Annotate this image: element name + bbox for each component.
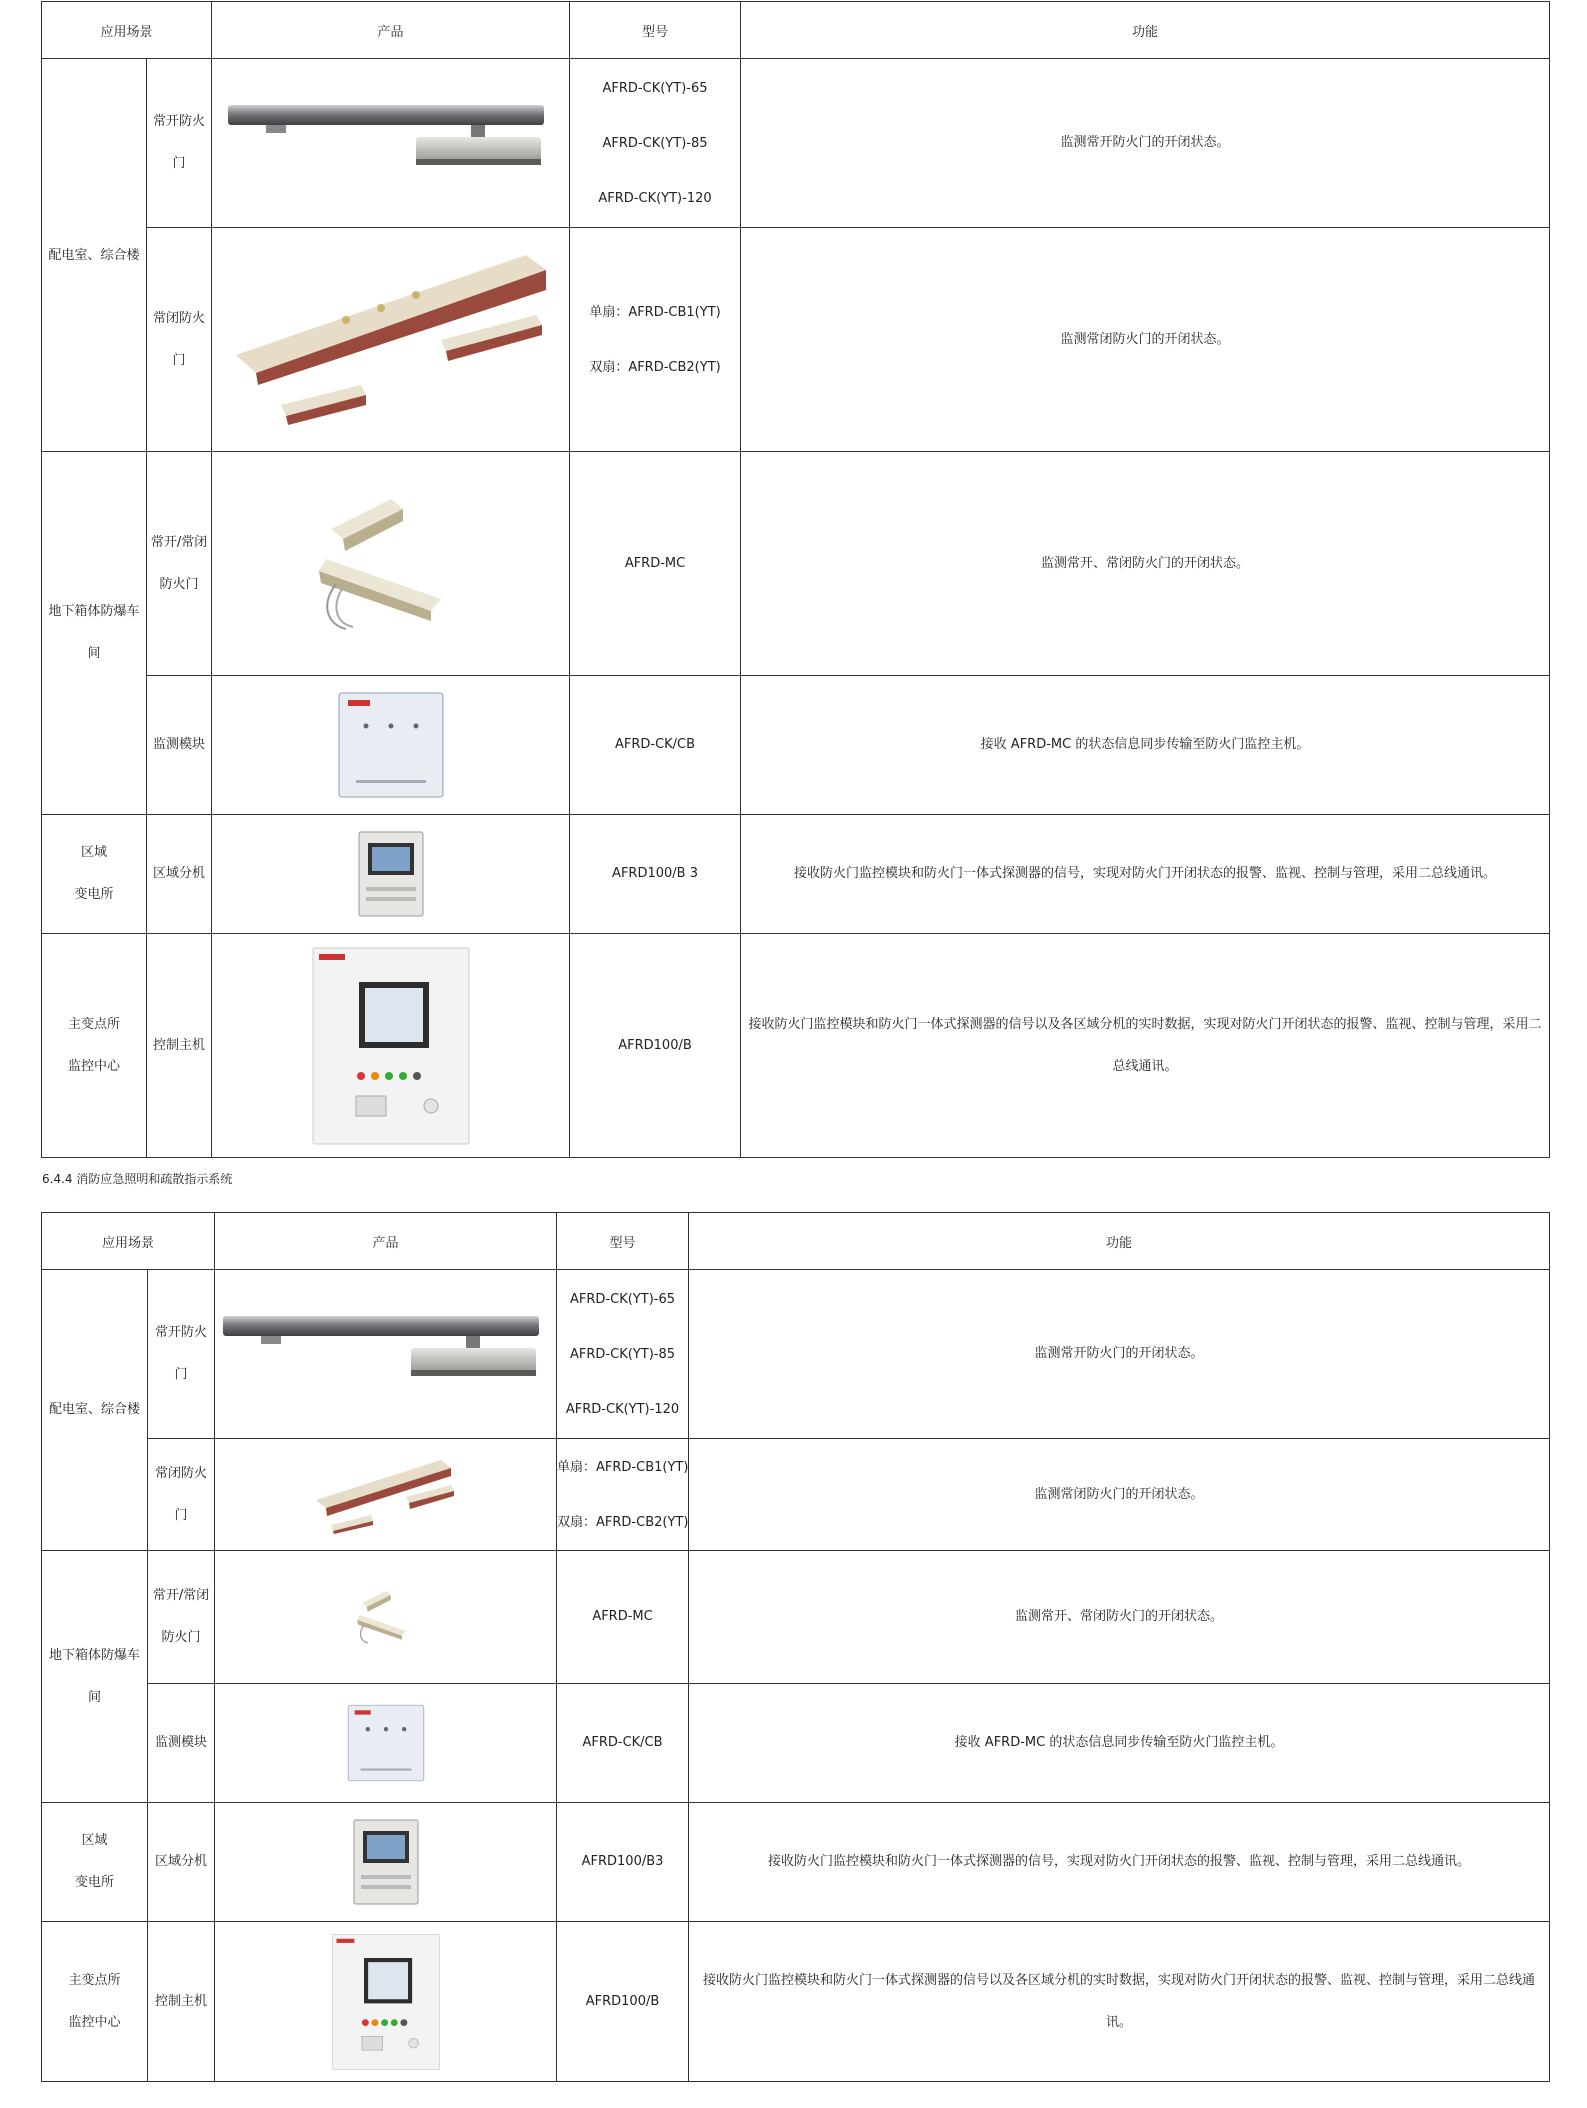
table-row	[42, 1684, 1550, 1803]
section-caption: 6.4.4 消防应急照明和疏散指示系统	[42, 1172, 233, 1186]
model-cell: AFRD100/B 3	[570, 815, 741, 934]
function-cell: 监测常开、常闭防火门的开闭状态。	[741, 452, 1550, 676]
model-line: AFRD-CK(YT)-85	[570, 1346, 675, 1362]
model-cell: AFRD100/B	[557, 1922, 689, 2082]
scene-cell: 配电室、综合楼	[42, 59, 147, 452]
header-product: 产品	[215, 1213, 557, 1270]
subscene-cell: 控制主机	[147, 934, 212, 1158]
magnetic-contact-image	[291, 489, 491, 639]
header-function: 功能	[741, 2, 1550, 59]
closed-door-detector-image	[311, 1455, 461, 1535]
table-row	[42, 676, 1550, 815]
product-image-cell	[215, 1922, 557, 2082]
model-line: 双扇：AFRD-CB2(YT)	[589, 359, 721, 375]
table-header-row	[42, 1213, 1550, 1270]
header-function: 功能	[689, 1213, 1550, 1270]
table-row	[42, 1439, 1550, 1551]
model-cell	[570, 228, 741, 452]
function-cell: 接收 AFRD-MC 的状态信息同步传输至防火门监控主机。	[689, 1684, 1550, 1803]
scene-cell: 主变点所 监控中心	[42, 934, 147, 1158]
table-header-row	[42, 2, 1550, 59]
subscene-cell: 控制主机	[148, 1922, 215, 2082]
model-cell: AFRD-CK/CB	[557, 1684, 689, 1803]
table-row	[42, 228, 1550, 452]
table-row	[42, 1803, 1550, 1922]
function-cell: 接收 AFRD-MC 的状态信息同步传输至防火门监控主机。	[741, 676, 1550, 815]
product-image-cell	[215, 1684, 557, 1803]
header-scene: 应用场景	[42, 1213, 215, 1270]
product-image-cell	[215, 1439, 557, 1551]
monitoring-module-image	[346, 1703, 426, 1783]
function-cell: 接收防火门监控模块和防火门一体式探测器的信号，实现对防火门开闭状态的报警、监视、控制与管理，采用二总线通讯。	[741, 815, 1550, 934]
function-cell: 监测常开、常闭防火门的开闭状态。	[689, 1551, 1550, 1684]
model-cell	[557, 1439, 689, 1551]
monitoring-module-image	[336, 690, 446, 800]
product-image-cell	[212, 934, 570, 1158]
function-cell: 接收防火门监控模块和防火门一体式探测器的信号以及各区域分机的实时数据，实现对防火门开闭状态的报警、监视、控制与管理，采用二总线通讯。	[689, 1922, 1550, 2082]
product-table-2	[41, 1212, 1550, 2082]
model-cell: AFRD100/B	[570, 934, 741, 1158]
subscene-cell: 常开/常闭 防火门	[148, 1551, 215, 1684]
model-cell: AFRD100/B3	[557, 1803, 689, 1922]
table-row	[42, 815, 1550, 934]
product-image-cell	[212, 815, 570, 934]
model-line: AFRD-CK(YT)-120	[598, 190, 712, 206]
scene-cell: 地下箱体防爆车 间	[42, 452, 147, 815]
product-image-cell	[212, 676, 570, 815]
header-product: 产品	[212, 2, 570, 59]
scene-cell: 配电室、综合楼	[42, 1270, 148, 1551]
table-row	[42, 452, 1550, 676]
table-row	[42, 1551, 1550, 1684]
product-image-cell	[215, 1551, 557, 1684]
subscene-cell: 常闭防火 门	[148, 1439, 215, 1551]
scene-cell: 区域 变电所	[42, 815, 147, 934]
subscene-cell: 区域分机	[148, 1803, 215, 1922]
model-line: AFRD-CK(YT)-65	[602, 80, 708, 96]
scene-cell: 区域 变电所	[42, 1803, 148, 1922]
control-host-image	[331, 1933, 441, 2071]
header-model: 型号	[557, 1213, 689, 1270]
function-cell: 接收防火门监控模块和防火门一体式探测器的信号以及各区域分机的实时数据，实现对防火门开闭状态的报警、监视、控制与管理，采用二总线通讯。	[741, 934, 1550, 1158]
area-extension-image	[351, 1817, 421, 1907]
table-row	[42, 59, 1550, 228]
area-extension-image	[356, 829, 426, 919]
product-image-cell	[212, 228, 570, 452]
model-cell	[557, 1270, 689, 1439]
subscene-cell: 常开防火 门	[148, 1270, 215, 1439]
function-cell: 监测常闭防火门的开闭状态。	[689, 1439, 1550, 1551]
subscene-cell: 监测模块	[148, 1684, 215, 1803]
model-cell: AFRD-CK/CB	[570, 676, 741, 815]
table-row	[42, 934, 1550, 1158]
function-cell: 监测常开防火门的开闭状态。	[741, 59, 1550, 228]
closed-door-detector-image	[226, 245, 556, 435]
model-line: 单扇：AFRD-CB1(YT)	[589, 304, 721, 320]
product-table-1	[41, 1, 1550, 1158]
function-cell: 监测常开防火门的开闭状态。	[689, 1270, 1550, 1439]
header-scene: 应用场景	[42, 2, 212, 59]
function-cell: 接收防火门监控模块和防火门一体式探测器的信号，实现对防火门开闭状态的报警、监视、控制与管理，采用二总线通讯。	[689, 1803, 1550, 1922]
product-image-cell	[212, 452, 570, 676]
product-image-cell	[215, 1803, 557, 1922]
function-cell: 监测常闭防火门的开闭状态。	[741, 228, 1550, 452]
header-model: 型号	[570, 2, 741, 59]
subscene-cell: 常闭防火 门	[147, 228, 212, 452]
subscene-cell: 常开/常闭 防火门	[147, 452, 212, 676]
subscene-cell: 常开防火 门	[147, 59, 212, 228]
table-row	[42, 1270, 1550, 1439]
model-line: AFRD-CK(YT)-120	[565, 1401, 680, 1417]
model-cell: AFRD-MC	[570, 452, 741, 676]
subscene-cell: 区域分机	[147, 815, 212, 934]
control-host-image	[311, 946, 471, 1146]
model-line: 双扇：AFRD-CB2(YT)	[557, 1514, 689, 1530]
subscene-cell: 监测模块	[147, 676, 212, 815]
door-closer-image	[226, 103, 556, 183]
product-image-cell	[215, 1270, 557, 1439]
product-image-cell	[212, 59, 570, 228]
model-cell: AFRD-MC	[557, 1551, 689, 1684]
scene-cell: 主变点所 监控中心	[42, 1922, 148, 2082]
model-line: AFRD-CK(YT)-85	[602, 135, 708, 151]
scene-cell: 地下箱体防爆车 间	[42, 1551, 148, 1803]
model-line: AFRD-CK(YT)-65	[570, 1291, 675, 1307]
magnetic-contact-image	[346, 1587, 426, 1647]
model-cell	[570, 59, 741, 228]
model-line: 单扇：AFRD-CB1(YT)	[557, 1459, 689, 1475]
door-closer-image	[221, 1314, 551, 1394]
table-row	[42, 1922, 1550, 2082]
